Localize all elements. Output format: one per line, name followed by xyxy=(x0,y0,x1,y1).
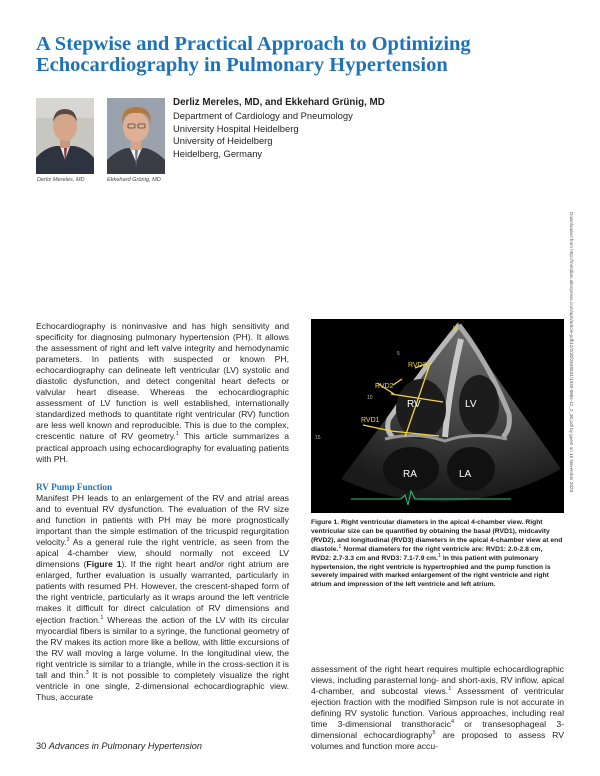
author-photo-mereles xyxy=(36,98,94,174)
depth-mark-5: 5 xyxy=(397,351,400,357)
body-text: or transesophageal 3-dimensional echocardiography xyxy=(311,719,564,741)
citation: 1 xyxy=(175,431,179,438)
citation: 5 xyxy=(432,730,436,737)
body-text: assessment of the right heart requires multiple echocardiographic views, including parasternal long- and short-axis, RV inflow, apical 4-chamber, and subcostal views. xyxy=(311,664,564,697)
article-title xyxy=(36,34,556,76)
caption-text: Figure 1. Right ventricular diameters in the apical 4-chamber view. Right ventricular size can be quantified by obtaining the basal (RVD1), midcavity (RVD2), and longitudinal (RVD3) diameters in the apical 4-chamber view at end diastole. xyxy=(311,519,563,553)
page-number: 30 xyxy=(36,741,47,751)
title-line-2: Echocardiography in Pulmonary Hypertension xyxy=(36,54,448,76)
body-text: ). If the right heart and/or right atrium are enlarged, further evaluation is usually warranted, particularly in patients with resumed PH. However, the crescent-shaped form of the right ventricle, particularly as it wraps around the left ventricle makes it difficult for direct calculation of RV dimensions and ejection fraction. xyxy=(36,559,289,625)
citation: 1 xyxy=(338,543,342,550)
intro-paragraph xyxy=(36,321,289,465)
affiliation-line: University of Heidelberg xyxy=(173,135,273,147)
rv-pump-paragraph xyxy=(36,493,289,703)
download-notice: Downloaded from http://meridian.allenpress.com/aph/article-pdf/12/2/30/2548631/1933-088x-12_2_30.pdf by guest on 15 November 2023 xyxy=(569,212,574,493)
body-text: Assessment of ventricular ejection fraction with the modified Simpson rule is not accurate in defining RV systolic function. Various approaches, including real time 3-dimensional transthoracic xyxy=(311,686,565,730)
author-block xyxy=(173,97,385,160)
section-heading: RV Pump Function xyxy=(36,482,113,492)
figure-reference: Figure 1 xyxy=(86,559,122,570)
label-ra: RA xyxy=(403,469,417,480)
body-text: are proposed to assess RV volumes and function more accu- xyxy=(311,730,564,752)
photo-caption-gruenig: Ekkehard Grünig, MD xyxy=(107,177,161,183)
label-rvd1: RVD1 xyxy=(361,417,380,424)
author-photo-gruenig xyxy=(107,98,165,174)
affiliation-line: Department of Cardiology and Pneumology xyxy=(173,110,353,122)
page-footer xyxy=(36,741,202,751)
caption-text: Normal diameters for the right ventricle are: RVD1: 2.0-2.8 cm, RVD2: 2.7-3.3 cm and RVD3: 7.1-7.9 cm. xyxy=(311,545,543,562)
citation: 2 xyxy=(66,537,70,544)
intro-text: This article summarizes a practical approach using echocardiography for evaluating patients with PH. xyxy=(36,431,290,464)
label-v: V xyxy=(453,326,458,333)
label-lv: LV xyxy=(465,399,477,410)
figure-caption xyxy=(311,519,564,590)
body-text: As a general rule the right ventricle, as seen from the apical 4-chamber view, should normally not exceed LV dimensions ( xyxy=(36,537,289,570)
body-text: Whereas the action of the LV with its circular myocardial fibers is similar to a syringe, the functional geometry of the RV makes its action more like a bellow, with little excursions of the RV wall moving a large volume. In the longitudinal view, the right ventricle is similar to a triangle, while in the cross-section it is tall and thin. xyxy=(36,614,289,680)
depth-mark-10: 10 xyxy=(367,395,373,401)
label-rvd2: RVD2 xyxy=(375,383,394,390)
body-text: Manifest PH leads to an enlargement of the RV and atrial areas and to eventual RV dysfunction. The evaluation of the RV size and function in patients with PH may be more prognostically important than the simple estimation of the tricuspid regurgitation velocity. xyxy=(36,493,289,548)
label-rv: RV xyxy=(407,399,421,410)
echocardiogram-figure xyxy=(311,319,564,513)
affiliation-line: University Hospital Heidelberg xyxy=(173,122,299,134)
caption-text: In this patient with pulmonary hypertension, the right ventricle is hypertrophied and the pump function is severely impaired with marked enlargement of the right ventricle and right atrium and impression of the left ventricle and left atrium. xyxy=(311,554,551,589)
body-text: It is not possible to completely visualize the right ventricle in one single, 2-dimensional echocardiographic view. Thus, accurate xyxy=(36,669,289,702)
journal-name: Advances in Pulmonary Hypertension xyxy=(48,741,203,751)
citation: 1 xyxy=(448,686,452,693)
column-2-paragraph xyxy=(311,664,564,752)
author-names: Derliz Mereles, MD, and Ekkehard Grünig, MD xyxy=(173,97,385,108)
intro-text: Echocardiography is noninvasive and has high sensitivity and specificity for diagnosing pulmonary hypertension (PH). It allows the assessment of right and left valve integrity and hemodynamic parameters. In patients with suspected or known PH, echocardiography can delineate left ventricular (LV) systolic and diastolic dysfunction, and detect congenital heart defects or valvular heart disease. Whereas the echocardiographic assessment of LV function is well established, internationally standardized methods to quantitate right ventricular (RV) function are less well known and reproducible. This is due to the complex, crescentic nature of RV geometry. xyxy=(36,321,289,442)
depth-mark-15: 15 xyxy=(315,435,321,441)
label-rvd3: RVD3 xyxy=(408,362,427,369)
photo-caption-mereles: Derliz Mereles, MD xyxy=(37,177,85,183)
label-la: LA xyxy=(459,469,472,480)
citation: 1 xyxy=(437,552,441,559)
affiliation-line: Heidelberg, Germany xyxy=(173,147,263,159)
citation: 1 xyxy=(100,614,104,621)
title-line-1: A Stepwise and Practical Approach to Optimizing xyxy=(36,33,471,55)
citation: 4 xyxy=(450,719,455,726)
citation: 3 xyxy=(85,669,89,676)
